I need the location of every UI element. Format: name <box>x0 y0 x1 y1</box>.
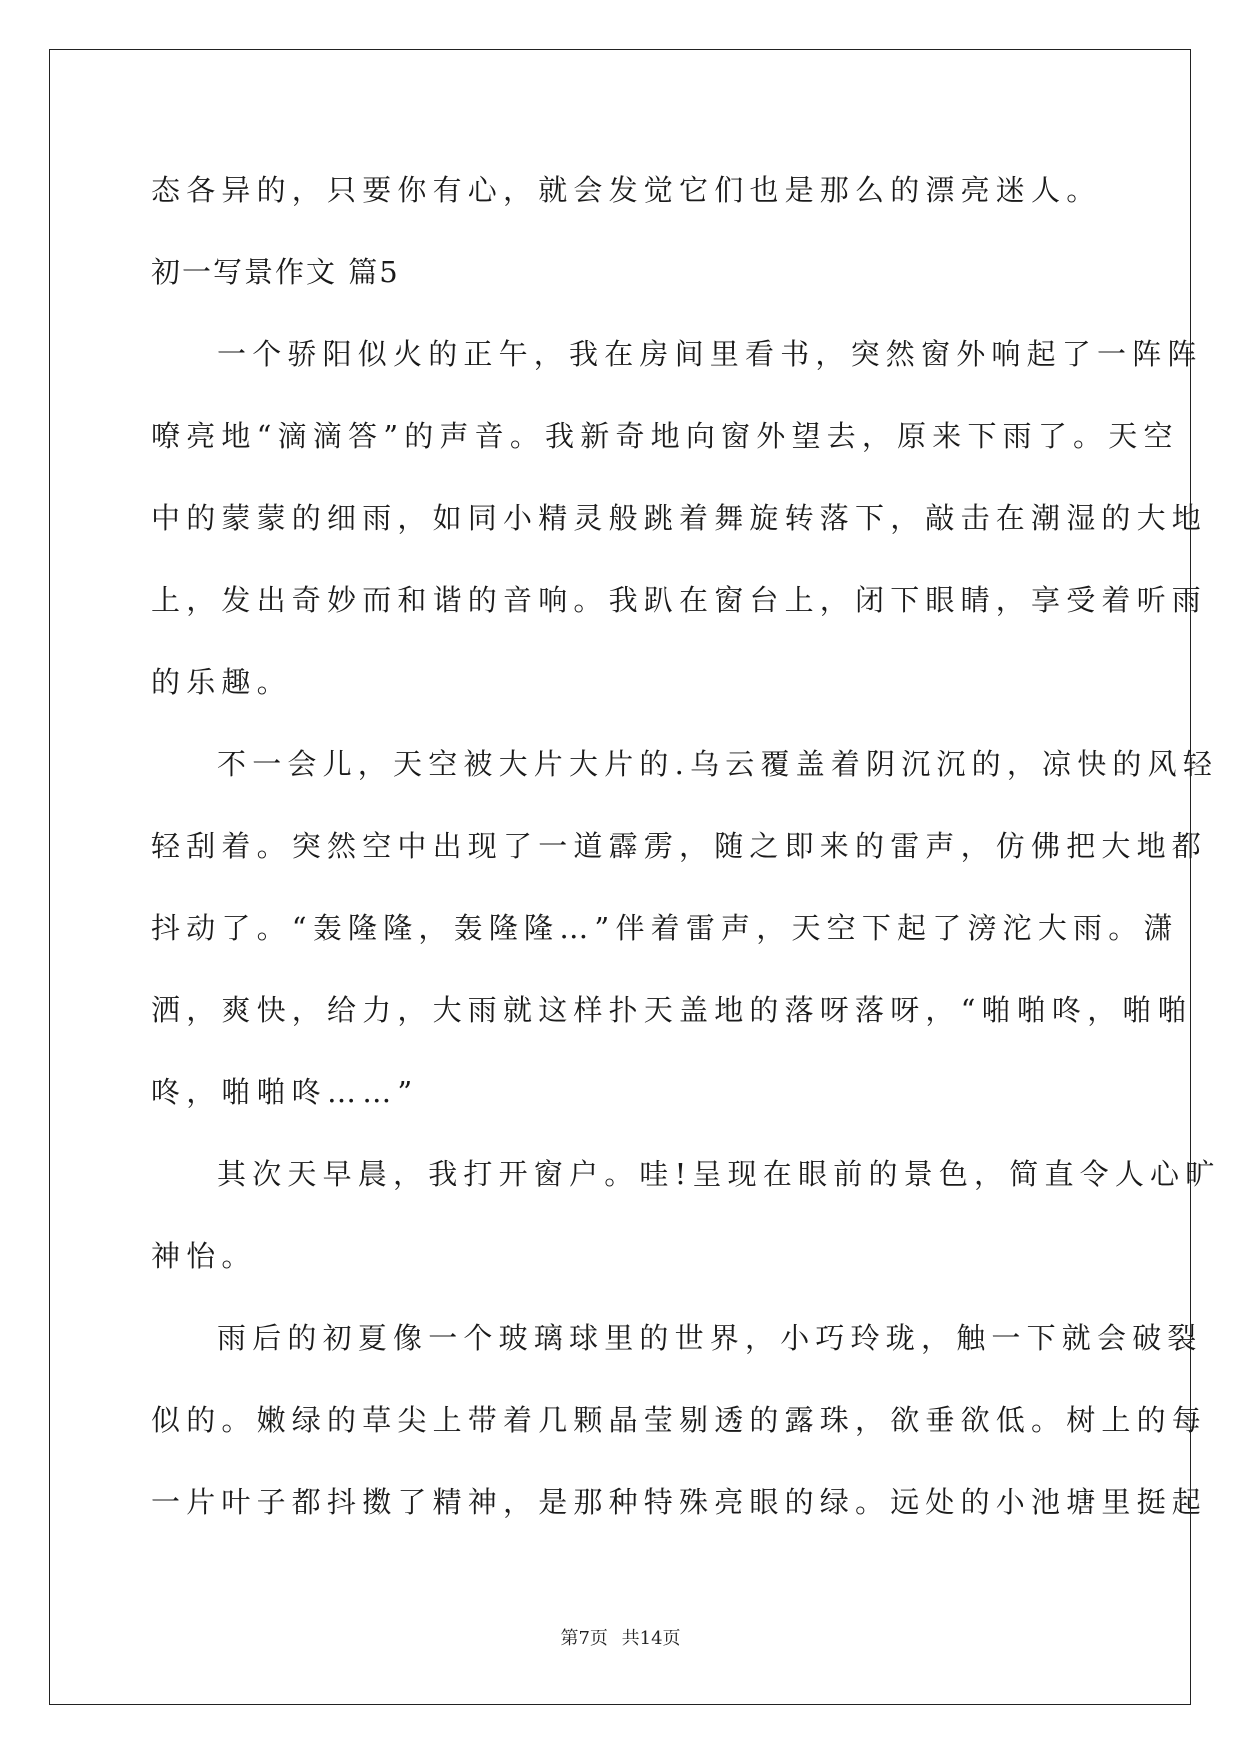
page-number: 第7页 <box>560 1628 608 1649</box>
text-line: 一个骄阳似火的正午，我在房间里看书，突然窗外响起了一阵阵 <box>217 337 1203 371</box>
text-line: 雨后的初夏像一个玻璃球里的世界，小巧玲珑，触一下就会破裂 <box>217 1321 1203 1355</box>
text-line: 嘹亮地“滴滴答”的声音。我新奇地向窗外望去，原来下雨了。天空 <box>151 419 1179 453</box>
text-line: 神怡。 <box>151 1239 257 1273</box>
text-line: 抖动了。“轰隆隆，轰隆隆…”伴着雷声，天空下起了滂沱大雨。潇 <box>151 911 1179 945</box>
text-line: 似的。嫩绿的草尖上带着几颗晶莹剔透的露珠，欲垂欲低。树上的每 <box>151 1403 1208 1437</box>
text-line: 洒，爽快，给力，大雨就这样扑天盖地的落呀落呀，“啪啪咚，啪啪 <box>151 993 1193 1027</box>
text-line: 态各异的，只要你有心，就会发觉它们也是那么的漂亮迷人。 <box>151 173 1102 207</box>
page-footer <box>0 1624 1241 1650</box>
page-total: 共14页 <box>621 1628 681 1649</box>
text-line: 其次天早晨，我打开窗户。哇!呈现在眼前的景色，简直令人心旷 <box>217 1157 1221 1191</box>
text-line: 不一会儿，天空被大片大片的.乌云覆盖着阴沉沉的，凉快的风轻 <box>217 747 1219 781</box>
text-line: 一片叶子都抖擞了精神，是那种特殊亮眼的绿。远处的小池塘里挺起 <box>151 1485 1208 1519</box>
text-line: 的乐趣。 <box>151 665 292 699</box>
text-line: 轻刮着。突然空中出现了一道霹雳，随之即来的雷声，仿佛把大地都 <box>151 829 1208 863</box>
text-line: 中的蒙蒙的细雨，如同小精灵般跳着舞旋转落下，敲击在潮湿的大地 <box>151 501 1208 535</box>
text-line: 咚，啪啪咚……” <box>151 1075 419 1109</box>
text-line: 上，发出奇妙而和谐的音响。我趴在窗台上，闭下眼睛，享受着听雨 <box>151 583 1208 617</box>
document-body <box>151 160 1221 1554</box>
section-heading: 初一写景作文 篇5 <box>151 255 400 289</box>
